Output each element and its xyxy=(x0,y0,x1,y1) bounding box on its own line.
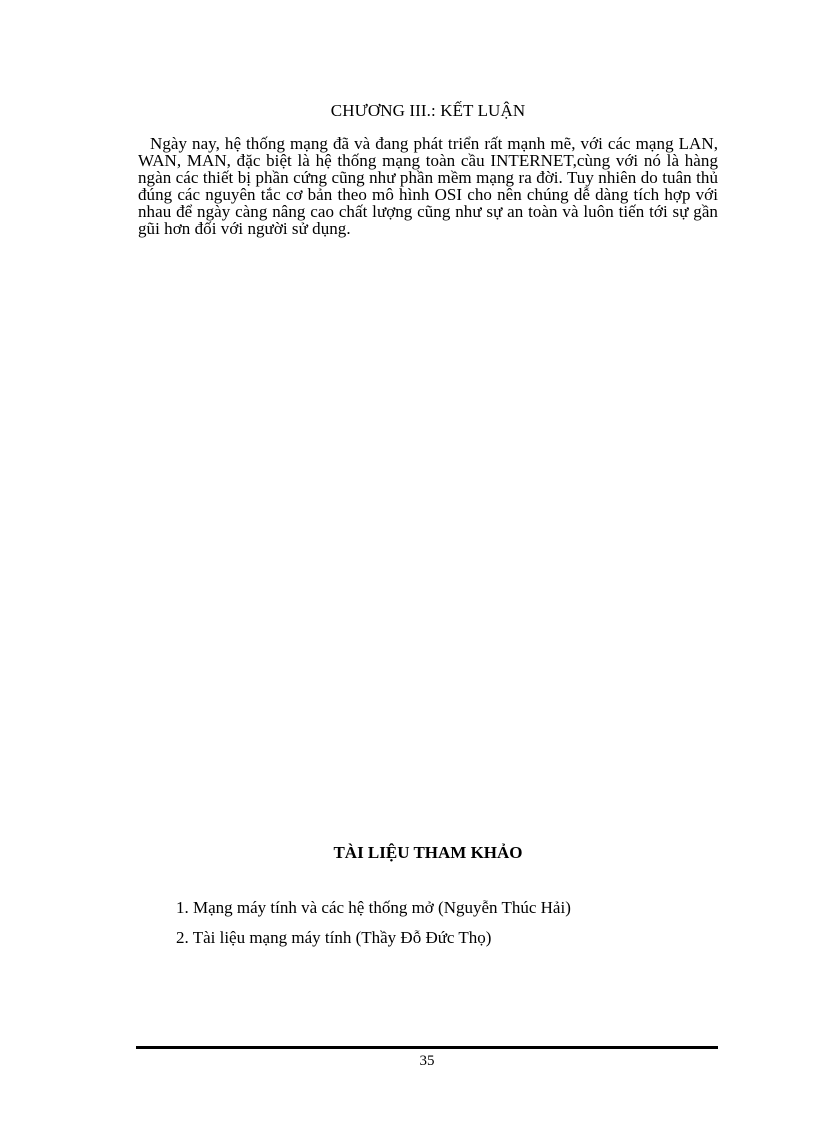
chapter-title: CHƯƠNG III.: KẾT LUẬN xyxy=(330,101,526,120)
references-heading: TÀI LIỆU THAM KHẢO xyxy=(333,843,523,862)
page-number: 35 xyxy=(419,1053,435,1069)
reference-item: 1. Mạng máy tính và các hệ thống mở (Nguyễn Thúc Hải) xyxy=(176,898,571,917)
footer-divider xyxy=(136,1046,718,1049)
conclusion-paragraph: Ngày nay, hệ thống mạng đã và đang phát triển rất mạnh mẽ, với các mạng LAN, WAN, MAN, đặc biệt là hệ thống mạng toàn cầu INTERNET,cùng với nó là hàng ngàn các thiết bị phần cứng cũng như phần mềm mạng ra đời. Tuy nhiên do tuân thủ đúng các nguyên tắc cơ bản theo mô hình OSI cho nên chúng dễ dàng tích hợp với nhau để ngày càng nâng cao chất lượng cũng như sự an toàn và luôn tiến tới sự gần gũi hơn đối với người sử dụng. xyxy=(138,134,718,238)
reference-list xyxy=(176,893,571,953)
reference-item: 2. Tài liệu mạng máy tính (Thầy Đỗ Đức Thọ) xyxy=(176,928,492,947)
